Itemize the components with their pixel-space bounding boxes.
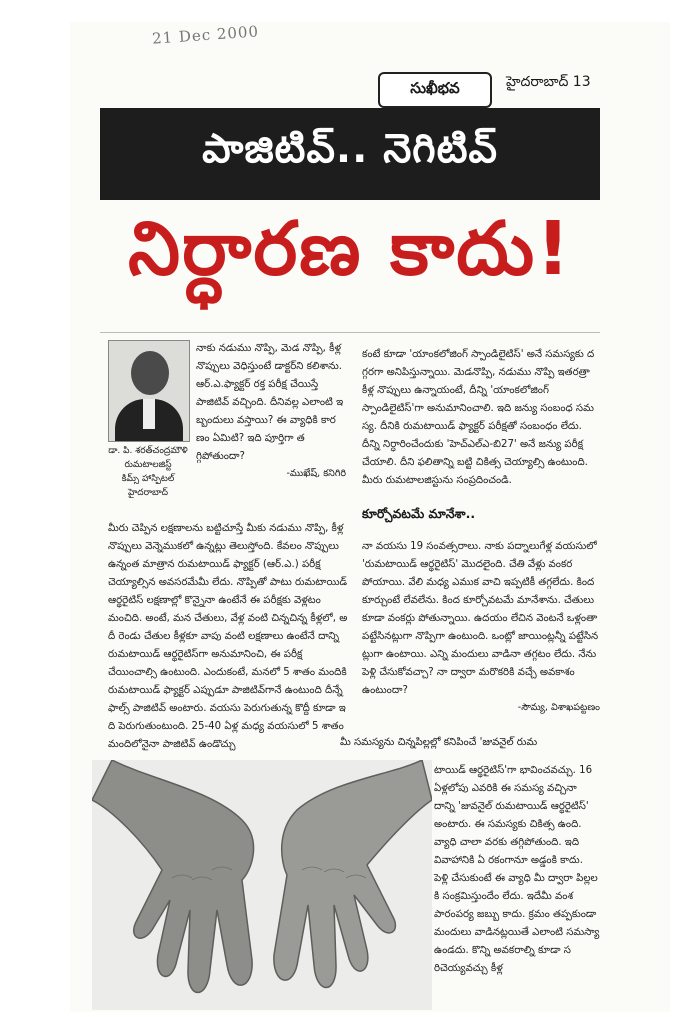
letter-2 [362,538,600,715]
author-hospital: కిమ్స్ హాస్పిటల్ [121,474,175,484]
author-photo [108,340,190,442]
answer-1-continued [362,346,600,490]
photo-head-shape [131,351,169,395]
letter-1 [196,340,346,481]
title-banner [100,108,600,200]
photo-shirt-shape [143,399,155,429]
headline: నిర్ధారణ కాదు! [128,206,572,292]
answer-1 [108,520,350,754]
answer-2-text: టాయిడ్ ఆర్థరైటిస్'గా భావించవచ్చు. 16 ఏళ్లలోపు ఎవరికి ఈ సమస్య వచ్చినా దాన్ని 'జువనైల్ రుమటాయిడ్ ఆర్థరైటిస్' అంటారు. ఈ సమస్యకు చికిత్స ఉంది. వ్యాధి చాలా వరకు తగ్గిపోతుంది. ఇది వివాహానికి ఏ రకంగానూ అడ్డంకి కాదు. పెళ్లి చేసుకుంటే ఈ వ్యాధి మీ ద్వారా పిల్లలకి సంక్రమిస్తుందేం లేదు. ఇదేమీ వంశపారంపర్య జబ్బు కాదు. క్రమం తప్పకుండా మందులు వాడినట్లయితే ఎలాంటి సమస్యా ఉండదు. కొన్ని అవకరాల్ని కూడా సరిచెయ్యవచ్చు కీళ్ల [434,765,600,974]
letter-2-text: నా వయసు 19 సంవత్సరాలు. నాకు పద్నాలుగేళ్ల వయసులో 'రుమటాయిడ్ ఆర్థరైటిస్' మొదలైంది. చేతి వేళ్లు వంకరపోయాయి. వేలి మధ్య ఎముక వాచి ఇప్పటికీ తగ్గలేదు. కింద కూర్చుంటే లేవలేను. కింద కూర్చోవటమే మానేశాను. చేతులు కూడా వంకర్లు పోతున్నాయి. ఉదయం లేచిన వెంటనే ఒళ్లంతా పట్టేసినట్లుగా నొప్పిగా ఉంటుంది. ఒంట్లో జాయింట్లన్నీ పట్టేసినట్లుగా ఉంటాయి. ఎన్ని మందులు వాడినా తగ్గటం లేదు. నేను పెళ్లి చేసుకోవచ్చా? నా ద్వారా మరొకరికి వచ్చే అవకాశం ఉంటుందా? [362,541,599,696]
hands-photo [92,760,432,1010]
letter-1-signature: -ముఖేష్, కనిగిరి [286,468,346,479]
answer-1-text: మీరు చెప్పిన లక్షణాలను బట్టిచూస్తే మీకు నడుము నొప్పి, కీళ్ల నొప్పులు వెన్నెముకలో ఉన్నట్లు తెలుస్తోంది. కేవలం నొప్పులు ఉన్నంత మాత్రాన రుమటాయిడ్ ఫ్యాక్టర్ (ఆర్.ఎ.) పరీక్ష చెయ్యాల్సిన అవసరమేమీ లేదు. నొప్పితో పాటు రుమటాయిడ్ ఆర్థరైటిస్ లక్షణాల్లో కొన్నైనా ఉంటేనే ఈ పరీక్షకు వెళ్లటం మంచిది. అంటే, మన చేతులు, వేళ్ల వంటి చిన్నచిన్న కీళ్లలో, అదీ రెండు చేతుల కీళ్లకూ వాపు వంటి లక్షణాలు ఉంటేనే దాన్ని రుమటాయిడ్ ఆర్థరైటిస్‌గా అనుమానించి, ఈ పరీక్ష చేయించాల్సి ఉంటుంది. ఎందుకంటే, మనలో 5 శాతం మందికి రుమటాయిడ్ ఫ్యాక్టర్ ఎప్పుడూ పాజిటివ్‌గానే ఉంటుంది దీన్నే ఫాల్స్ పాజిటివ్ అంటారు. వయసు పెరుగుతున్న కొద్దీ కూడా ఇది పెరుగుతుంటుంది. 25-40 ఏళ్ల మధ్య వయసులో 5 శాతం మందిలోనైనా పాజిటివ్ ఉండొచ్చు [108,523,348,750]
answer-2-lead: మీ సమస్యను చిన్నపిల్లల్లో కనిపించే 'జువనైల్ రుమ [340,737,538,748]
author-byline [100,444,196,500]
section-logo: సుఖీభవ [378,72,492,108]
handwritten-date: 21 Dec 2000 [151,22,260,48]
subhead-2: కూర్చోవటమే మానేశా.. [362,506,476,521]
letter-2-signature: -సౌమ్య, విశాఖపట్టణం [517,702,600,713]
letter-1-text: నాకు నడుము నొప్పి, మెడ నొప్పి, కీళ్ల నొప్పులు వెధిస్తుంటే డాక్టర్‌ని కలిశాను. ఆర్.ఎ.ఫ్యాక్టర్ రక్త పరీక్ష చేయిస్తే పాజిటివ్ వచ్చింది. దీనివల్ల ఎలాంటి ఇబ్బందులు వస్తాయి? ఈ వ్యాధికి కారణం ఏమిటి? ఇది పూర్తిగా తగ్గిపోతుందా? [196,343,344,462]
banner-title: పాజిటివ్.. నెగిటివ్ [202,126,498,172]
divider [100,332,600,333]
author-name: డా. పి. శరత్‌చంద్రమౌళి [108,446,188,456]
answer-2 [434,762,600,978]
author-role: రుమటాలజిస్ట్ [124,460,172,470]
author-city: హైదరాబాద్ [127,488,169,498]
answer-1-continued-text: కంటే కూడా 'యాంకలోజింగ్ స్పాండిలైటిస్' అనే సమస్యకు దగ్గరగా అనిపిస్తున్నాయి. మెడనొప్పి, నడుము నొప్పి ఇతరత్రా కీళ్ల నొప్పులు ఉన్నాయంటే, దీన్ని 'యాంకలోజింగ్ స్పాండిలైటిస్'గా అనుమానించాలి. ఇది జన్యు సంబంధ సమస్య. దీనికి రుమటాయిడ్ ఫ్యాక్టర్ పరీక్షతో సంబంధం లేదు. దీన్ని నిర్ధారించేందుకు 'హెచ్‌ఎల్‌ఎ-బి27' అనే జన్యు పరీక్ష చేయాలి. దీని ఫలితాన్ని బట్టి చికిత్స చెయ్యాల్సి ఉంటుంది. మీరు రుమటాలజిస్టును సంప్రదించండి. [362,349,595,486]
page-reference: హైదరాబాద్ 13 [506,74,591,90]
